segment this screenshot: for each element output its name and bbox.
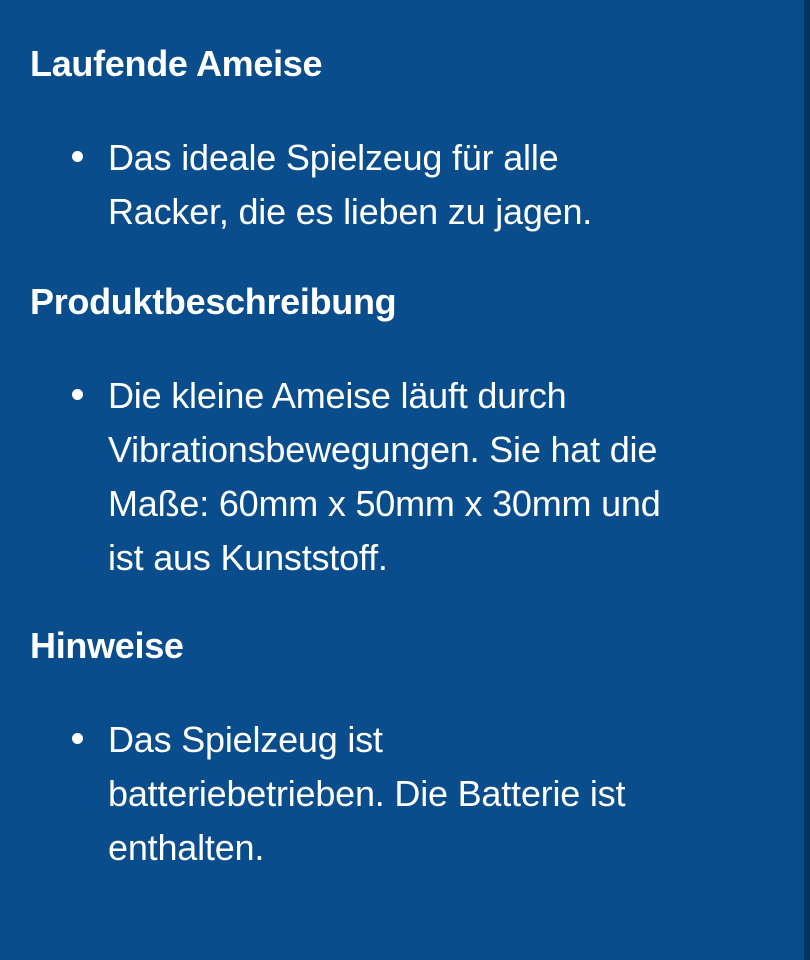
list-item-line: Das ideale Spielzeug für alle — [108, 137, 559, 178]
section-title-produktbeschreibung: Produktbeschreibung — [30, 281, 397, 322]
list-item-line: Die kleine Ameise läuft durch — [108, 375, 567, 416]
list-item — [108, 713, 798, 875]
list-item — [108, 131, 798, 239]
bullet-dot-icon — [72, 733, 83, 744]
list-item-line: ist aus Kunststoff. — [108, 537, 388, 578]
list-item-line: Vibrationsbewegungen. Sie hat die — [108, 429, 658, 470]
list-item-line: Das Spielzeug ist — [108, 719, 383, 760]
right-edge-divider — [804, 0, 810, 960]
section-title-hinweise: Hinweise — [30, 625, 184, 666]
list-item-line: Maße: 60mm x 50mm x 30mm und — [108, 483, 661, 524]
list-item-line: Racker, die es lieben zu jagen. — [108, 191, 593, 232]
list-item — [108, 369, 798, 585]
list-item-line: enthalten. — [108, 827, 265, 868]
bullet-dot-icon — [72, 389, 83, 400]
list-item-line: batteriebetrieben. Die Batterie ist — [108, 773, 626, 814]
bullet-dot-icon — [72, 151, 83, 162]
section-title-laufende-ameise: Laufende Ameise — [30, 43, 323, 84]
